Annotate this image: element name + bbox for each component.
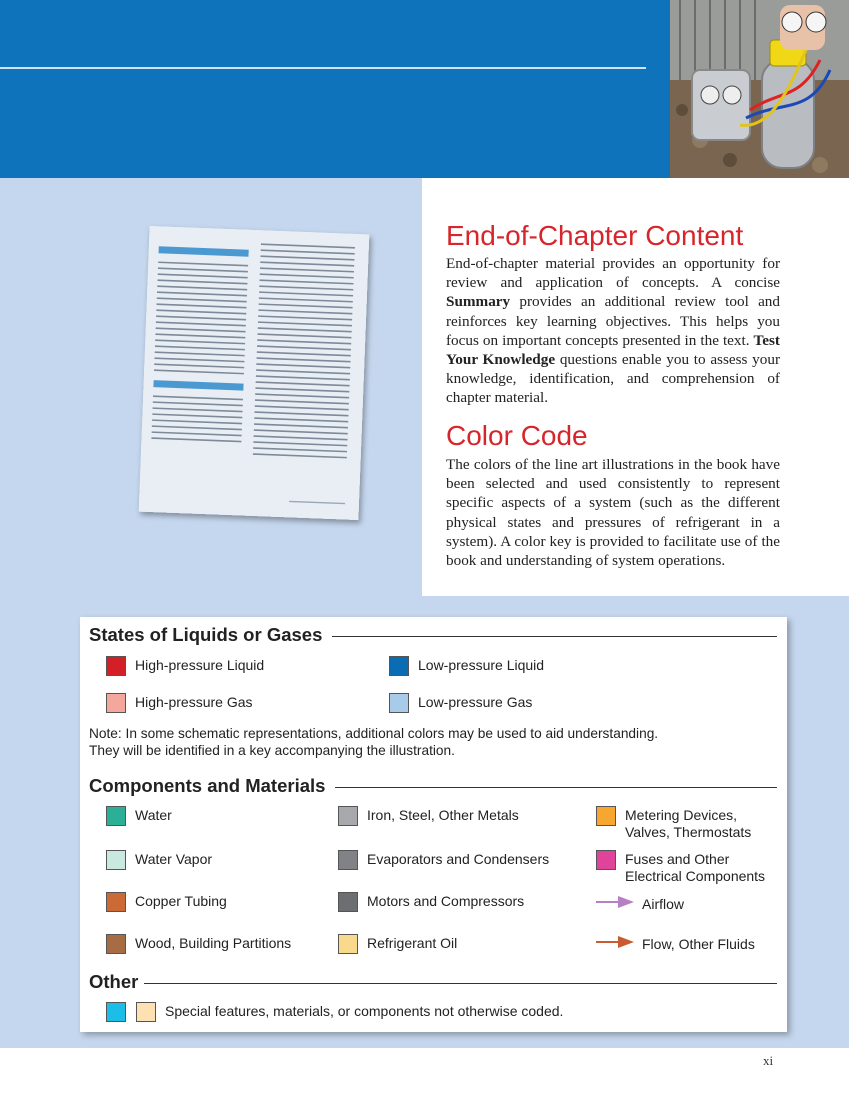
swatch: [596, 850, 616, 870]
swatch: [338, 892, 358, 912]
color-key-card: [80, 617, 787, 1032]
chapter-summary-thumbnail: [139, 226, 370, 520]
states-heading: States of Liquids or Gases: [89, 624, 332, 646]
swatch: [106, 656, 126, 676]
test-your-knowledge-term: Test Your Knowledge: [446, 331, 780, 369]
key-label: Low-pressure Gas: [418, 694, 533, 710]
swatch: [596, 806, 616, 826]
key-label: Water Vapor: [135, 851, 213, 867]
key-label: Low-pressure Liquid: [418, 657, 545, 673]
key-item-wood: [106, 935, 291, 954]
airflow-arrow-icon: [596, 896, 634, 908]
section-rule: [89, 983, 777, 984]
end-of-chapter-title: End-of-Chapter Content: [446, 220, 744, 251]
key-item-evaporators: [338, 851, 549, 870]
key-label: Iron, Steel, Other Metals: [367, 807, 519, 823]
note-line: Note: In some schematic representations, additional colors may be used to aid understanding.: [89, 726, 659, 741]
swatch: [389, 693, 409, 713]
key-item-motors: [338, 893, 524, 912]
key-item-fuses: [596, 851, 765, 885]
banner-rule: [0, 67, 646, 69]
swatch: [106, 693, 126, 713]
key-item-high-pressure-gas: [106, 694, 253, 713]
swatch: [106, 1002, 126, 1022]
chapter-banner: [0, 0, 670, 178]
flow-arrow-icon: [596, 936, 634, 948]
key-item-refrigerant-oil: [338, 935, 457, 954]
key-item-low-pressure-gas: [389, 694, 532, 713]
swatch: [106, 892, 126, 912]
swatch: [106, 850, 126, 870]
components-heading: Components and Materials: [89, 775, 335, 797]
color-code-body: The colors of the line art illustrations in the book have been selected and used consistently to represent specific aspects of a system (such as the different physical states and pressures of refrigerant in a system). A color key is provided to facilitate use of the book and understanding of system operations.: [446, 456, 780, 570]
swatch: [338, 850, 358, 870]
key-item-high-pressure-liquid: [106, 657, 264, 676]
key-label: Wood, Building Partitions: [135, 935, 292, 951]
body-part: End-of-chapter material provides an opportunity for review and application of concepts. A concise: [446, 255, 780, 292]
body-part: provides an additional review tool and reinforces key learning objectives. This helps you focus on important concepts presented in the text.: [446, 293, 780, 349]
key-item-copper-tubing: [106, 893, 227, 912]
swatch: [106, 934, 126, 954]
swatch: [338, 806, 358, 826]
swatch: [106, 806, 126, 826]
key-item-iron-steel: [338, 807, 519, 826]
key-item-metering-devices: [596, 807, 751, 841]
key-label: Motors and Compressors: [367, 893, 525, 909]
note-line: They will be identified in a key accompanying the illustration.: [89, 743, 455, 758]
key-item-airflow: [596, 896, 684, 913]
page-number: xi: [763, 1053, 774, 1068]
key-label: Metering Devices, Valves, Thermostats: [625, 807, 752, 840]
key-label: Refrigerant Oil: [367, 935, 458, 951]
key-label: High-pressure Gas: [135, 694, 253, 710]
color-code-title: Color Code: [446, 420, 588, 451]
key-item-special-features: [106, 1003, 563, 1022]
states-note: [89, 725, 658, 759]
body-part: questions enable you to assess your knowledge, identification, and comprehension of chapter material.: [446, 351, 781, 407]
key-label: Airflow: [642, 896, 685, 912]
key-label: Special features, materials, or components not otherwise coded.: [165, 1003, 564, 1019]
swatch: [389, 656, 409, 676]
key-label: Evaporators and Condensers: [367, 851, 550, 867]
key-label: High-pressure Liquid: [135, 657, 265, 673]
hvac-photo: [670, 0, 849, 178]
key-label: Copper Tubing: [135, 893, 227, 909]
key-item-low-pressure-liquid: [389, 657, 544, 676]
swatch: [338, 934, 358, 954]
key-label: Flow, Other Fluids: [642, 936, 755, 952]
key-item-water: [106, 807, 172, 826]
key-label: Fuses and Other Electrical Components: [625, 851, 766, 884]
key-item-water-vapor: [106, 851, 212, 870]
key-label: Water: [135, 807, 172, 823]
other-heading: Other: [89, 971, 144, 993]
swatch: [136, 1002, 156, 1022]
summary-term: Summary: [446, 293, 511, 311]
key-item-flow-other-fluids: [596, 936, 755, 953]
end-of-chapter-body: [446, 254, 780, 408]
